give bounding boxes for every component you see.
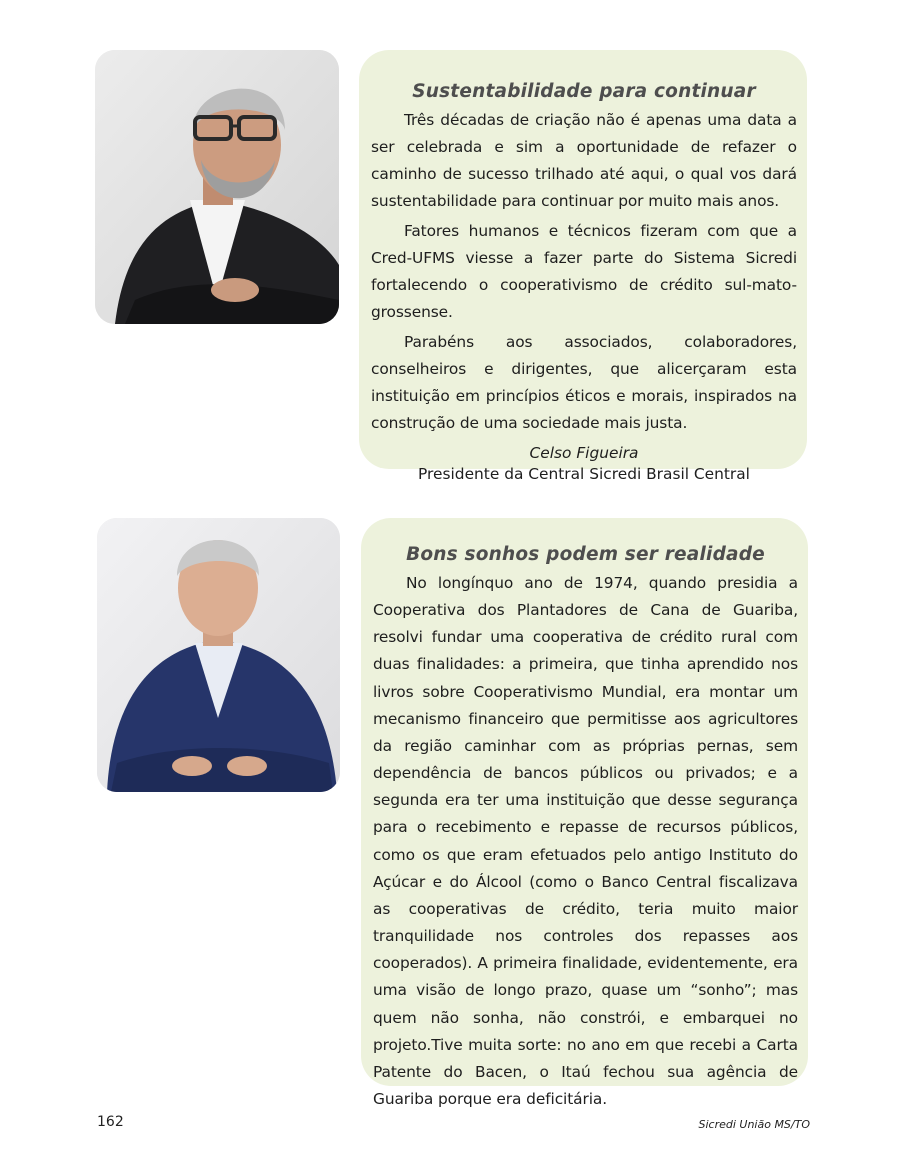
- portrait-illustration: [95, 50, 339, 324]
- article-title: Sustentabilidade para continuar: [412, 81, 756, 102]
- article-box-sustentabilidade: [359, 50, 807, 483]
- page-number: 162: [97, 1114, 124, 1130]
- portrait-photo-founder: [97, 518, 340, 792]
- publication-name: Sicredi União MS/TO: [698, 1118, 810, 1131]
- signature-role: Presidente da Central Sicredi Brasil Central: [418, 465, 750, 483]
- article-box-bons-sonhos: [361, 518, 808, 1108]
- signature-name: Celso Figueira: [529, 444, 639, 462]
- portrait-photo-celso-figueira: [95, 50, 339, 324]
- portrait-illustration: [97, 518, 340, 792]
- article-paragraph: Três décadas de criação não é apenas uma data a ser celebrada e sim a oportunidade de refazer o caminho de sucesso trilhado até aqui, o qual vos dará sustentabilidade para continuar por muito mais anos.: [371, 111, 797, 210]
- signature: [371, 443, 797, 485]
- article-paragraph: Fatores humanos e técnicos fizeram com que a Cred-UFMS viesse a fazer parte do Sistema Sicredi fortalecendo o cooperativismo de crédito sul-mato-grossense.: [371, 222, 797, 321]
- article-paragraph: Parabéns aos associados, colaboradores, conselheiros e dirigentes, que alicerçaram esta instituição em princípios éticos e morais, inspirados na construção de uma sociedade mais justa.: [371, 333, 797, 432]
- article-paragraph: No longínquo ano de 1974, quando presidia a Cooperativa dos Plantadores de Cana de Guariba, resolvi fundar uma cooperativa de crédito rural com duas finalidades: a primeira, que tinha aprendido nos livros sobre Cooperativismo Mundial, era montar um mecanismo financeiro que permitisse aos agricultores da região caminhar com as próprias pernas, sem dependência de bancos públicos ou privados; e a segunda era ter uma instituição que desse segurança para o recebimento e repasse de recursos públicos, como os que eram efetuados pelo antigo Instituto do Açúcar e do Álcool (como o Banco Central fiscalizava as cooperativas de crédito, teria muito maior tranquilidade nos controles dos repasses aos cooperados). A primeira finalidade, evidentemente, era uma visão de longo prazo, quase um “sonho”; mas quem não sonha, não constrói, e embarquei no projeto.Tive muita sorte: no ano em que recebi a Carta Patente do Bacen, o Itaú fechou sua agência de Guariba porque era deficitária.: [373, 574, 798, 1108]
- article-title: Bons sonhos podem ser realidade: [406, 544, 765, 565]
